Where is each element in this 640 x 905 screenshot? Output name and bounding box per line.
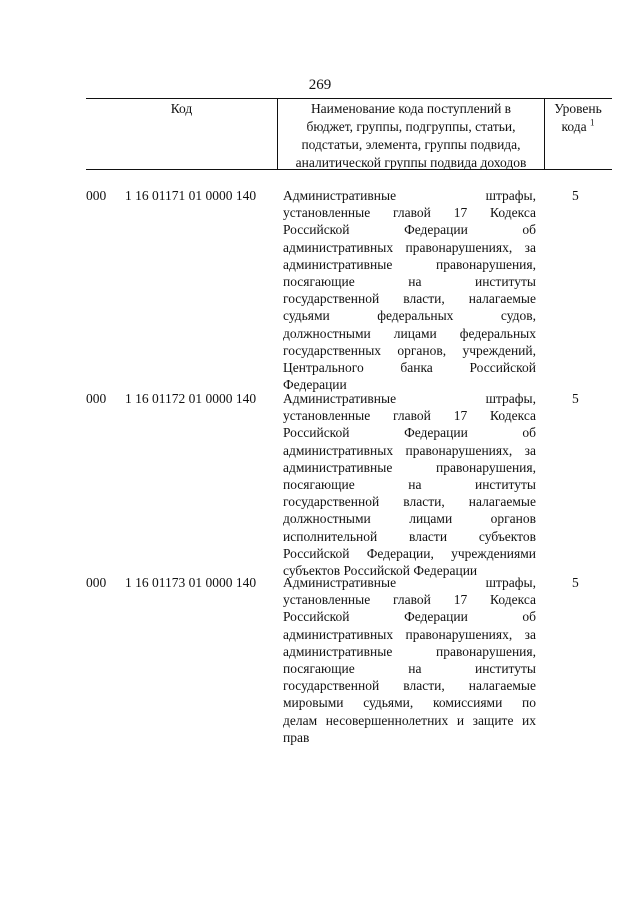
revenue-name-line: делам несовершеннолетних и защите их — [283, 712, 536, 728]
header-level-word: кода — [561, 119, 587, 134]
revenue-name-line: посягающие на институты — [283, 661, 536, 677]
revenue-name-line: Административные штрафы, — [283, 575, 536, 590]
revenue-code: 1 16 01171 01 0000 140 — [125, 188, 257, 203]
revenue-name-line: государственной власти, налагаемые — [283, 678, 536, 694]
revenue-name-line: Российской Федерации об — [283, 222, 536, 238]
revenue-name-line: Российской Федерации, учреждениями — [283, 545, 536, 561]
revenue-name-line: субъектов Российской Федерации — [283, 563, 478, 579]
revenue-code: 1 16 01172 01 0000 140 — [125, 391, 257, 406]
header-name-line: подстатьи, элемента, группы подвида, — [301, 137, 521, 152]
revenue-name-line: государственной власти, налагаемые — [283, 291, 536, 307]
revenue-name-line: государственных органов, учреждений, — [283, 342, 536, 358]
revenue-name-line: Федерации — [283, 377, 347, 393]
revenue-name-line: мировыми судьями, комиссиями по — [283, 695, 536, 711]
revenue-name — [283, 390, 536, 579]
revenue-name-line: административные правонарушения, — [283, 256, 536, 272]
revenue-name-line: установленные главой 17 Кодекса — [283, 408, 536, 424]
revenue-name-line: исполнительной власти субъектов — [283, 528, 536, 544]
revenue-name-line: должностными лицами органов — [283, 511, 536, 527]
header-level-label-2 — [544, 117, 612, 135]
revenue-name-line: административные правонарушения, — [283, 459, 536, 475]
revenue-name-line: Российской Федерации об — [283, 609, 536, 625]
code-level: 5 — [572, 575, 579, 590]
revenue-name — [283, 187, 536, 393]
revenue-name-line: прав — [283, 729, 310, 745]
admin-code: 000 — [86, 391, 107, 406]
revenue-name-line: должностными лицами федеральных — [283, 325, 536, 341]
revenue-name-line: Российской Федерации об — [283, 425, 536, 441]
revenue-name-line: установленные главой 17 Кодекса — [283, 205, 536, 221]
footnote-mark: 1 — [589, 117, 595, 128]
page-number: 269 — [308, 77, 332, 93]
header-code-label: Код — [170, 101, 193, 116]
revenue-name-line: Административные штрафы, — [283, 188, 536, 203]
table-header — [86, 98, 612, 170]
revenue-name-line: установленные главой 17 Кодекса — [283, 592, 536, 608]
revenue-name-line: посягающие на институты — [283, 274, 536, 290]
code-level: 5 — [572, 188, 579, 203]
header-code — [86, 99, 277, 169]
revenue-name-line: государственной власти, налагаемые — [283, 494, 536, 510]
header-name-line: бюджет, группы, подгруппы, статьи, — [306, 119, 516, 134]
header-level-label: Уровень — [554, 101, 602, 116]
revenue-name-line: административные правонарушения, — [283, 643, 536, 659]
revenue-name-line: судьями федеральных судов, — [283, 308, 536, 324]
code-level: 5 — [572, 391, 579, 406]
revenue-name-line: административных правонарушениях, за — [283, 239, 536, 255]
revenue-name — [283, 574, 536, 746]
revenue-code: 1 16 01173 01 0000 140 — [125, 575, 257, 590]
revenue-name-line: административных правонарушениях, за — [283, 442, 536, 458]
admin-code: 000 — [86, 188, 107, 203]
header-level — [544, 99, 612, 169]
header-name — [277, 99, 545, 169]
revenue-name-line: административных правонарушениях, за — [283, 626, 536, 642]
admin-code: 000 — [86, 575, 107, 590]
header-name-line: Наименование кода поступлений в — [310, 101, 512, 116]
revenue-name-line: Административные штрафы, — [283, 391, 536, 406]
revenue-name-line: Центрального банка Российской — [283, 360, 536, 376]
header-name-line: аналитической группы подвида доходов — [295, 155, 527, 170]
revenue-name-line: посягающие на институты — [283, 477, 536, 493]
